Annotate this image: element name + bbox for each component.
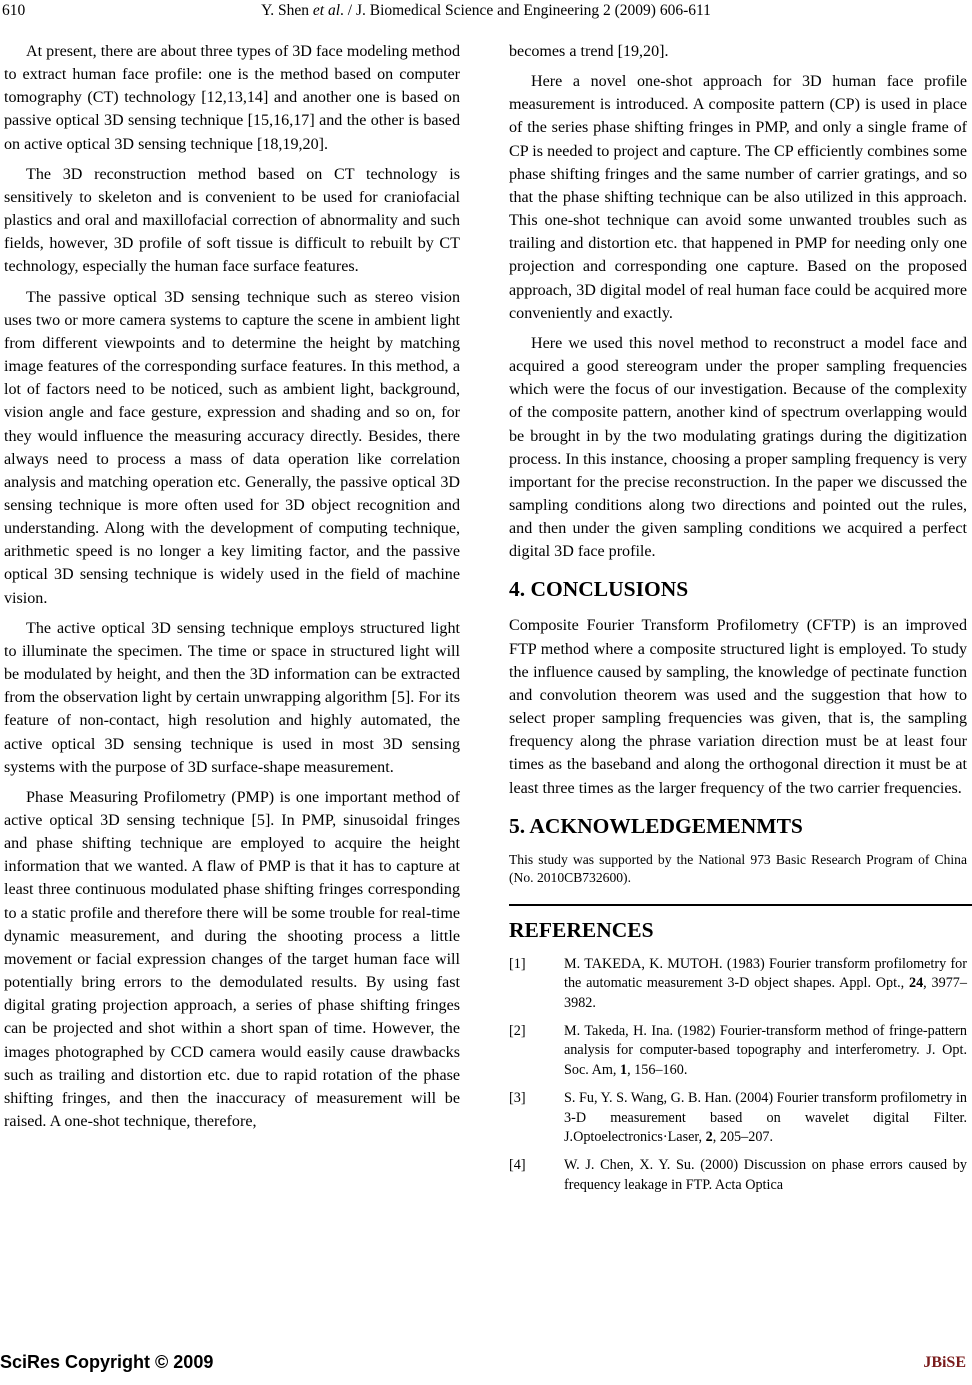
body-paragraph: The 3D reconstruction method based on CT technology is sensitively to skeleton and is convenient to be used for craniofacial plastics and oral and maxillofacial correction of abnormality and such fields, however, 3D profile of soft tissue is difficult to rebuilt by CT technology, especially the human face surface features. — [4, 165, 460, 276]
page-footer — [0, 1352, 972, 1380]
reference-item — [509, 1089, 967, 1147]
body-paragraph: The active optical 3D sensing technique employs structured light to illuminate the specimen. The time or space in structured light will be modulated by height, and then the 3D information can be extracted from the observation light by certain unwrapping algorithm [5]. For its feature of non-contact, high resolution and highly automated, the active optical 3D sensing technique is used in most 3D sensing systems with the purpose of 3D surface-shape measurement. — [4, 619, 460, 776]
journal-tag: JBiSE — [923, 1354, 966, 1371]
reference-text: W. J. Chen, X. Y. Su. (2000) Discussion on phase errors caused by frequency leakage in FTP. Acta Optica — [564, 1157, 967, 1193]
reference-text: M. Takeda, H. Ina. (1982) Fourier-transform method of fringe-pattern analysis for computer-based topography and interferometry. J. Opt. Soc. Am, — [564, 1022, 967, 1078]
reference-number: [4] — [509, 1157, 526, 1174]
right-column — [509, 40, 967, 1204]
continuation-text: becomes a trend [19,20]. — [509, 43, 669, 60]
reference-volume: 1 — [619, 1061, 628, 1078]
body-paragraph: Phase Measuring Profilometry (PMP) is one important method of active optical 3D sensing technique [5]. In PMP, sinusoidal fringes and phase shifting technique are employed to acquire the height information that we wanted. A flaw of PMP is that it has to capture at least three continuous modulated phase shifting fringes corresponding to a static profile and therefore there will be some trouble for real-time dynamic measurement, and during the shooting process a little movement or facial expression changes of the target human face will potentially bring errors to the demodulated results. By using fast digital grating projection approach, a series of phase shifting fringes can be projected and shot within a short span of time. However, the images photographed by CCD camera would easily cause drawbacks such as trailing and distortion etc. due to rapid rotation of the phase shifting fringes, and then the inaccuracy of measurement will be raised. A one-shot technique, therefore, — [4, 788, 460, 1131]
reference-pages: , 205–207. — [712, 1128, 774, 1145]
reference-item — [509, 955, 967, 1013]
reference-item — [509, 1022, 967, 1080]
body-paragraph: At present, there are about three types of 3D face modeling method to extract human face profile: one is the method based on computer tomography (CT) technology [12,13,14] and another one is based on passive optical 3D sensing technique [15,16,17] and the other is based on active optical 3D sensing technique [18,19,20]. — [4, 43, 460, 153]
references-list — [509, 955, 967, 1195]
reference-number: [3] — [509, 1090, 526, 1107]
running-header — [0, 0, 972, 30]
body-paragraph: Here a novel one-shot approach for 3D human face profile measurement is introduced. A composite pattern (CP) is used in place of the series phase shifting fringes in PMP, and only a single frame of CP is needed to project and capture. The CP efficiently combines some phase shifting fringes and the same number of carrier gratings, and so that the phase shifting technique can be also utilized in this approach. This one-shot technique can avoid some unwanted troubles such as trailing and distortion etc. that happened in PMP for needing only one projection and corresponding one capture. Based on the proposed approach, 3D digital model of real human face could be acquired more conveniently and exactly. — [509, 73, 967, 322]
conclusions-heading: 4. CONCLUSIONS — [509, 577, 689, 602]
reference-item — [509, 1156, 967, 1195]
reference-text: M. TAKEDA, K. MUTOH. (1983) Fourier transform profilometry for the automatic measurement 3-D object shapes. Appl. Opt., — [564, 955, 967, 992]
header-etal: et al — [312, 2, 341, 19]
acknowledgements-heading: 5. ACKNOWLEDGEMENMTS — [509, 813, 803, 838]
running-citation — [0, 0, 972, 22]
page-number: 610 — [2, 2, 26, 19]
reference-pages: , 3977–3982. — [564, 975, 967, 1011]
copyright-notice: SciRes Copyright © 2009 — [0, 1352, 214, 1372]
left-column — [4, 40, 460, 1140]
header-citation: . / J. Biomedical Science and Engineering 2 (2009) 606-611 — [340, 2, 711, 19]
header-authors: Y. Shen — [261, 2, 310, 19]
reference-number: [1] — [509, 955, 526, 972]
body-paragraph: Here we used this novel method to reconstruct a model face and acquired a good stereogram under the proper sampling frequencies which were the focus of our investigation. Because of the complexity of the composite pattern, another kind of spectrum overlapping would be brought in by the two modulating gratings during the digitization process. In this instance, choosing a proper sampling frequency is very important for the precise reconstruction. In the paper we discussed the sampling conditions along two directions and pointed out the rules, and then under the given sampling conditions we acquired a perfect digital 3D face profile. — [509, 334, 967, 561]
references-heading: REFERENCES — [509, 917, 654, 942]
acknowledgements-text: This study was supported by the National 973 Basic Research Program of China (No. 2010CB732600). — [509, 851, 967, 886]
reference-pages: , 156–160. — [627, 1061, 688, 1078]
body-paragraph: The passive optical 3D sensing technique such as stereo vision uses two or more camera systems to capture the scene in ambient light from different viewpoints and to determine the height by matching image features of the corresponding surface features. In this method, a lot of factors need to be noticed, such as ambient light, background, vision angle and face gesture, expression and shading and so on, for they would influence the measuring accuracy directly. Besides, there always need to process a mass of data operation like correlation analysis and matching operation etc. Generally, the passive optical 3D sensing technique is more often used for 3D object recognition and understanding. Along with the development of computing technique, arithmetic speed is no longer a key limiting factor, and the passive optical 3D sensing technique is widely used in the field of machine vision. — [4, 288, 460, 607]
conclusions-text: Composite Fourier Transform Profilometry (CFTP) is an improved FTP method where a composite structured light is employed. To study the influence caused by sampling, the knowledge of pectinate function and convolution theorem was used and the suggestion that how to select proper sampling frequencies was given, that is, the sampling frequency along the phrase variation direction must be at least four times as the baseband and along the orthogonal direction it must be at least three times as the larger frequency of the two carrier frequencies. — [509, 617, 967, 797]
reference-text: S. Fu, Y. S. Wang, G. B. Han. (2004) Fourier transform profilometry in 3-D measurement based on wavelet digital Filter. J.Optoelectronics·Laser, — [564, 1090, 967, 1145]
reference-volume: 2 — [705, 1128, 713, 1145]
reference-volume: 24 — [908, 975, 924, 992]
reference-number: [2] — [509, 1022, 526, 1039]
references-divider — [509, 904, 972, 906]
